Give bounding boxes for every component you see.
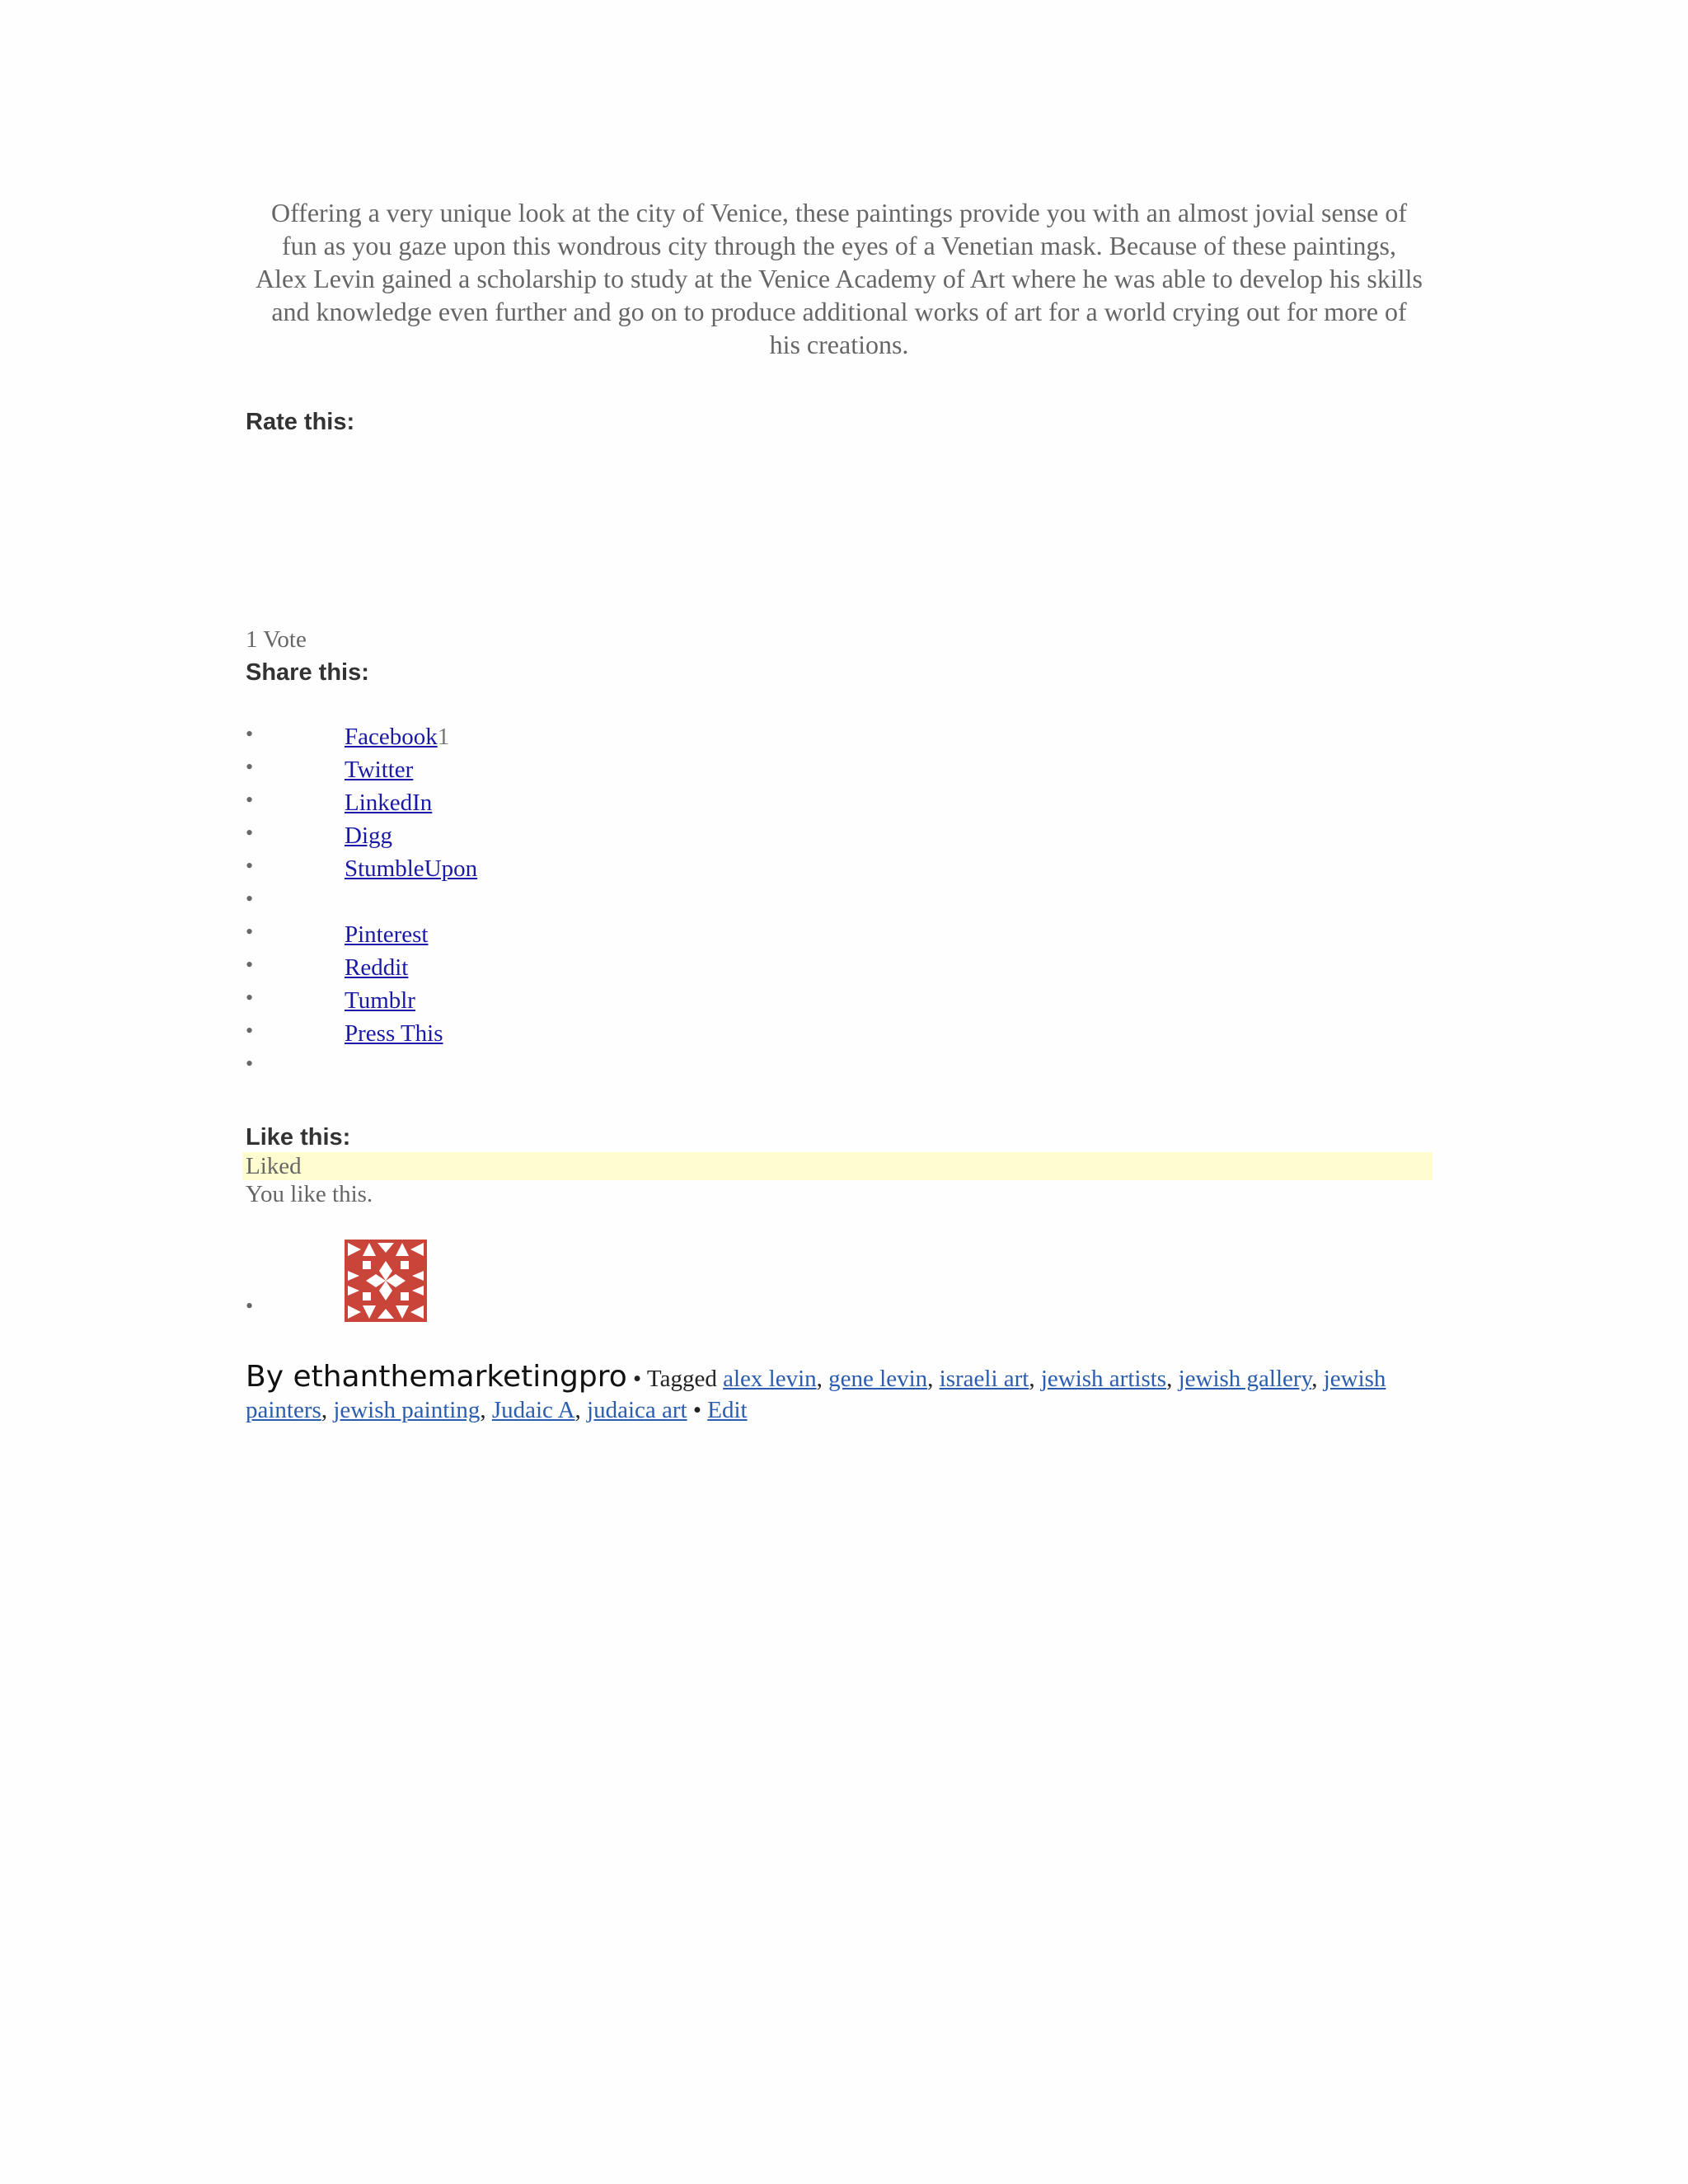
rate-title: Rate this:	[246, 409, 355, 435]
bullet: •	[246, 1294, 254, 1318]
liked-button[interactable]: Liked	[242, 1152, 1432, 1180]
tagged-label: • Tagged	[626, 1366, 724, 1392]
tag-list: alex levin, gene levin, israeli art, jewish artists, jewish gallery, jewish painters, jewish painting, Judaic A, judaica art	[246, 1366, 1386, 1423]
share-item-tumblr	[246, 984, 1432, 1017]
bullet: •	[246, 1019, 254, 1043]
share-link-press-this[interactable]: Press This	[345, 1020, 443, 1047]
tag-link[interactable]: jewish painting	[333, 1397, 481, 1423]
tag-link[interactable]: jewish artists	[1040, 1366, 1167, 1392]
tag-link[interactable]: jewish painters	[246, 1366, 1386, 1423]
tag-link[interactable]: Judaic A	[491, 1397, 575, 1423]
share-link-tumblr[interactable]: Tumblr	[345, 987, 415, 1014]
bullet: •	[246, 854, 254, 878]
share-item-stumbleupon	[246, 852, 1432, 885]
share-list	[246, 720, 1432, 1083]
tag-link[interactable]: alex levin	[723, 1366, 817, 1392]
bullet: •	[246, 1052, 254, 1076]
bullet: •	[246, 755, 254, 779]
author-byline: By ethanthemarketingpro	[246, 1360, 627, 1394]
share-item-pinterest	[246, 918, 1432, 951]
tag-link[interactable]: gene levin	[828, 1366, 928, 1392]
share-link-digg[interactable]: Digg	[345, 823, 392, 849]
byline	[246, 1361, 1432, 1426]
post-footer	[246, 196, 1432, 1426]
liker-avatar[interactable]	[345, 1240, 427, 1322]
share-link-facebook[interactable]: Facebook	[345, 724, 438, 750]
share-item-facebook	[246, 720, 1432, 753]
tag-link[interactable]: jewish gallery	[1178, 1366, 1312, 1392]
share-item-empty	[246, 885, 1432, 918]
bullet: •	[246, 722, 254, 746]
rating-widget[interactable]	[246, 437, 1432, 625]
share-item-digg	[246, 819, 1432, 852]
bullet: •	[246, 887, 254, 911]
edit-separator: •	[687, 1397, 708, 1423]
bullet: •	[246, 953, 254, 977]
edit-link[interactable]: Edit	[707, 1397, 748, 1423]
tag-link[interactable]: judaica art	[587, 1397, 687, 1423]
share-item-linkedin	[246, 786, 1432, 819]
intro-paragraph: Offering a very unique look at the city of Venice, these paintings provide you with an almost jovial sense of fun as you gaze upon this wondrous city through the eyes of a Venetian mask. Because of these paintings, Alex Levin gained a scholarship to study at the Venice Academy of Art where he was able to develop his skills and knowledge even further and go on to produce additional works of art for a world crying out for more of his creations.	[256, 198, 1423, 359]
share-item-twitter	[246, 753, 1432, 786]
share-count-facebook: 1	[437, 724, 450, 750]
share-link-linkedin[interactable]: LinkedIn	[345, 790, 433, 816]
like-title: Like this:	[246, 1124, 351, 1151]
share-title: Share this:	[246, 659, 369, 686]
bullet: •	[246, 920, 254, 944]
you-like-text: You like this.	[246, 1181, 373, 1207]
share-item-press-this	[246, 1017, 1432, 1050]
share-item-empty	[246, 1050, 1432, 1083]
share-link-reddit[interactable]: Reddit	[345, 954, 409, 981]
vote-count: 1 Vote	[246, 626, 307, 653]
share-item-reddit	[246, 951, 1432, 984]
bullet: •	[246, 788, 254, 812]
bullet: •	[246, 986, 254, 1010]
share-link-pinterest[interactable]: Pinterest	[345, 921, 429, 948]
share-link-twitter[interactable]: Twitter	[345, 757, 414, 783]
tag-link[interactable]: israeli art	[939, 1366, 1029, 1392]
share-link-stumbleupon[interactable]: StumbleUpon	[345, 855, 478, 882]
bullet: •	[246, 821, 254, 845]
liker-list	[246, 1240, 1432, 1325]
